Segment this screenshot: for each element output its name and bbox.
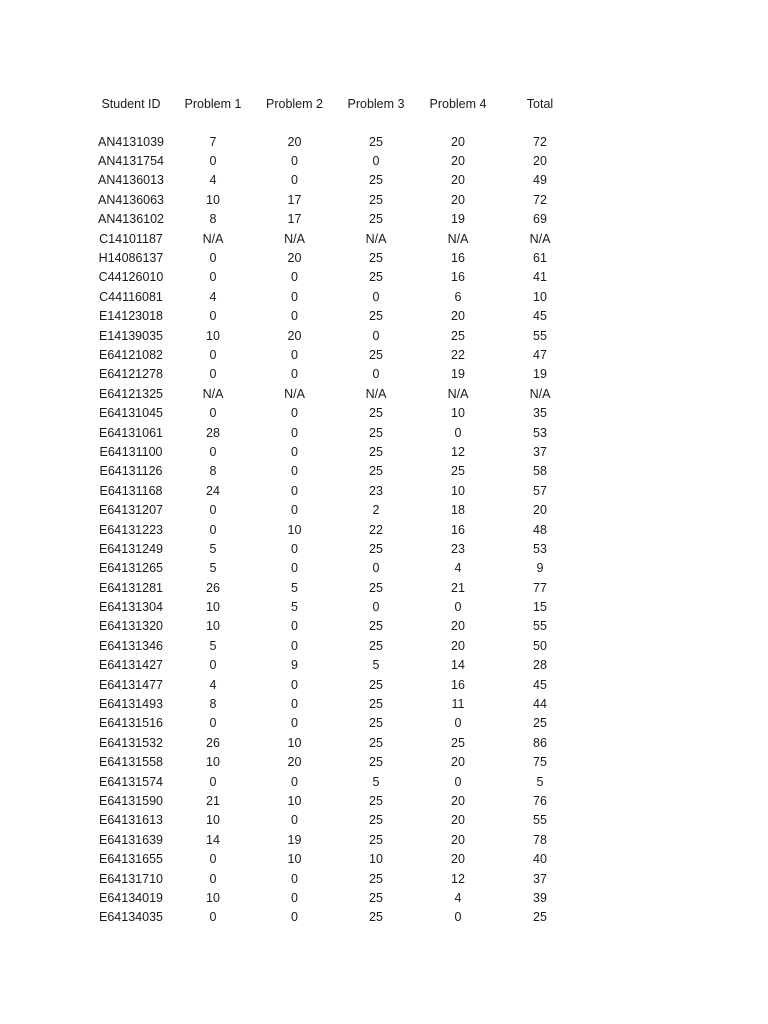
table-row xyxy=(90,384,581,403)
cell-problem-2: 0 xyxy=(291,561,298,576)
cell-student-id: AN4136013 xyxy=(97,173,165,188)
cell-problem-3: 23 xyxy=(369,483,383,498)
table-row xyxy=(90,849,581,868)
cell-problem-4: 14 xyxy=(451,658,465,673)
cell-problem-2: 0 xyxy=(291,309,298,324)
cell-problem-2: 20 xyxy=(287,134,302,149)
cell-student-id: E64131320 xyxy=(99,619,163,634)
header-problem-2: Problem 2 xyxy=(266,97,323,111)
cell-problem-2: 0 xyxy=(291,677,298,692)
table-row xyxy=(90,869,581,888)
cell-problem-4: 19 xyxy=(451,367,465,382)
cell-total: 75 xyxy=(533,755,547,770)
cell-total: 69 xyxy=(533,212,547,227)
cell-problem-4: N/A xyxy=(447,231,469,246)
table-row xyxy=(90,753,581,772)
table-row xyxy=(90,500,581,519)
cell-problem-4: 20 xyxy=(451,619,465,634)
header-problem-3: Problem 3 xyxy=(347,97,405,111)
cell-problem-2: 0 xyxy=(291,871,298,886)
cell-problem-4: 16 xyxy=(451,251,465,266)
cell-problem-4: 4 xyxy=(454,561,462,576)
cell-problem-4: 19 xyxy=(451,212,465,227)
cell-problem-3: 0 xyxy=(372,328,380,343)
cell-total: 45 xyxy=(533,309,547,324)
cell-total: 58 xyxy=(533,464,547,479)
cell-problem-4: 16 xyxy=(451,677,465,692)
cell-problem-1: 0 xyxy=(209,910,217,925)
cell-total: 10 xyxy=(533,289,547,304)
cell-total: 76 xyxy=(533,793,547,808)
cell-student-id: E64131207 xyxy=(99,503,163,518)
cell-problem-4: 23 xyxy=(451,541,465,556)
cell-student-id: E64131045 xyxy=(99,406,163,421)
cell-problem-1: 10 xyxy=(206,755,220,770)
cell-total: 20 xyxy=(533,154,547,169)
cell-problem-3: 25 xyxy=(369,270,383,285)
cell-problem-1: 10 xyxy=(206,328,220,343)
cell-problem-1: 8 xyxy=(209,212,217,227)
cell-problem-3: 25 xyxy=(369,192,383,207)
cell-problem-4: N/A xyxy=(447,386,469,401)
cell-problem-3: 25 xyxy=(369,697,383,712)
cell-student-id: E64131061 xyxy=(99,425,163,440)
cell-student-id: E14123018 xyxy=(99,309,163,324)
table-row xyxy=(90,675,581,694)
cell-total: 49 xyxy=(533,173,547,188)
cell-student-id: E64134019 xyxy=(99,890,163,905)
table-row xyxy=(90,888,581,907)
cell-problem-3: 0 xyxy=(372,561,380,576)
cell-student-id: E64121082 xyxy=(99,347,163,362)
cell-problem-2: 19 xyxy=(287,832,302,847)
cell-problem-2: 0 xyxy=(291,347,298,362)
cell-problem-3: 0 xyxy=(372,367,380,382)
cell-student-id: E64131532 xyxy=(99,735,163,750)
cell-total: 86 xyxy=(533,735,547,750)
cell-problem-4: 16 xyxy=(451,270,465,285)
cell-student-id: E64131168 xyxy=(99,483,163,498)
cell-problem-3: 2 xyxy=(372,503,380,518)
cell-total: 5 xyxy=(536,774,544,789)
spacer-row xyxy=(90,114,581,132)
cell-problem-4: 11 xyxy=(451,697,465,712)
cell-total: 78 xyxy=(533,832,547,847)
cell-problem-3: 25 xyxy=(369,619,383,634)
cell-problem-2: 0 xyxy=(291,910,298,925)
cell-student-id: E14139035 xyxy=(99,328,163,343)
cell-problem-3: 25 xyxy=(369,735,383,750)
cell-total: 47 xyxy=(533,347,547,362)
cell-problem-4: 25 xyxy=(451,464,465,479)
cell-student-id: E64131223 xyxy=(99,522,163,537)
cell-problem-4: 20 xyxy=(451,852,465,867)
table-row xyxy=(90,229,581,248)
cell-problem-2: 5 xyxy=(291,600,298,615)
cell-total: 50 xyxy=(533,638,547,653)
cell-student-id: AN4131754 xyxy=(97,154,165,169)
table-row xyxy=(90,403,581,422)
cell-student-id: E64131493 xyxy=(99,697,163,712)
cell-problem-3: 25 xyxy=(369,871,383,886)
cell-student-id: AN4136102 xyxy=(97,212,165,227)
cell-problem-2: 0 xyxy=(291,541,298,556)
cell-student-id: E64134035 xyxy=(99,910,163,925)
cell-problem-2: 0 xyxy=(291,406,298,421)
cell-problem-1: 0 xyxy=(209,406,217,421)
cell-problem-1: 8 xyxy=(209,697,217,712)
table-body xyxy=(90,114,581,927)
cell-problem-2: 9 xyxy=(291,658,298,673)
cell-problem-1: 0 xyxy=(209,522,217,537)
table-row xyxy=(90,811,581,830)
cell-problem-2: N/A xyxy=(284,231,305,246)
table-row xyxy=(90,326,581,345)
cell-student-id: E64131249 xyxy=(99,541,163,556)
cell-problem-4: 20 xyxy=(451,173,465,188)
cell-problem-1: 10 xyxy=(206,619,220,634)
score-table xyxy=(90,94,581,927)
cell-student-id: AN4136063 xyxy=(97,192,165,207)
cell-problem-3: 25 xyxy=(369,638,383,653)
cell-problem-3: 25 xyxy=(369,309,383,324)
cell-problem-3: 25 xyxy=(369,677,383,692)
cell-problem-1: 5 xyxy=(209,638,217,653)
table-row xyxy=(90,578,581,597)
cell-problem-3: 25 xyxy=(369,251,383,266)
cell-student-id: E64131639 xyxy=(99,832,163,847)
cell-problem-1: 26 xyxy=(206,580,220,595)
cell-problem-3: 25 xyxy=(369,793,383,808)
cell-total: 48 xyxy=(533,522,547,537)
cell-student-id: C44126010 xyxy=(98,270,164,285)
cell-problem-1: N/A xyxy=(202,231,224,246)
cell-problem-2: 10 xyxy=(287,793,302,808)
cell-student-id: E64121278 xyxy=(99,367,163,382)
cell-problem-1: 4 xyxy=(209,173,217,188)
cell-problem-2: 0 xyxy=(291,503,298,518)
cell-problem-1: 4 xyxy=(209,289,217,304)
cell-student-id: E64131590 xyxy=(99,793,163,808)
cell-problem-1: 4 xyxy=(209,677,217,692)
cell-total: 77 xyxy=(533,580,547,595)
cell-problem-1: 10 xyxy=(206,813,220,828)
cell-problem-4: 18 xyxy=(451,503,465,518)
cell-problem-2: 10 xyxy=(287,522,302,537)
cell-total: 28 xyxy=(533,658,547,673)
table-row xyxy=(90,365,581,384)
cell-problem-1: 0 xyxy=(209,154,217,169)
cell-problem-4: 10 xyxy=(451,406,465,421)
cell-student-id: E64131126 xyxy=(99,464,163,479)
cell-problem-3: 0 xyxy=(372,600,380,615)
cell-problem-2: 0 xyxy=(291,154,298,169)
cell-problem-4: 20 xyxy=(451,638,465,653)
cell-problem-2: 0 xyxy=(291,289,298,304)
cell-problem-3: 10 xyxy=(369,852,383,867)
cell-problem-4: 21 xyxy=(451,580,465,595)
cell-problem-1: 7 xyxy=(209,134,217,149)
cell-problem-1: 10 xyxy=(206,600,220,615)
header-student-id: Student ID xyxy=(101,97,161,111)
cell-student-id: E64131346 xyxy=(99,638,163,653)
cell-student-id: E64131427 xyxy=(99,658,163,673)
cell-problem-1: N/A xyxy=(202,386,224,401)
header-problem-1: Problem 1 xyxy=(184,97,242,111)
cell-problem-1: 0 xyxy=(209,270,217,285)
cell-problem-1: 14 xyxy=(206,832,220,847)
table-row xyxy=(90,132,581,151)
cell-problem-3: 25 xyxy=(369,541,383,556)
cell-problem-1: 5 xyxy=(209,541,217,556)
cell-problem-3: 5 xyxy=(372,774,380,789)
cell-problem-2: 0 xyxy=(291,697,298,712)
cell-problem-3: 25 xyxy=(369,464,383,479)
cell-problem-1: 0 xyxy=(209,503,217,518)
cell-problem-1: 8 xyxy=(209,464,217,479)
cell-student-id: E64131477 xyxy=(99,677,163,692)
score-sheet xyxy=(90,94,581,927)
cell-problem-1: 0 xyxy=(209,871,217,886)
cell-problem-4: 20 xyxy=(451,793,465,808)
cell-total: 41 xyxy=(533,270,547,285)
cell-problem-2: 0 xyxy=(291,716,298,731)
cell-problem-3: 25 xyxy=(369,406,383,421)
cell-problem-1: 0 xyxy=(209,658,217,673)
table-row xyxy=(90,248,581,267)
cell-total: 55 xyxy=(533,328,547,343)
table-row xyxy=(90,830,581,849)
table-row xyxy=(90,307,581,326)
cell-problem-3: 0 xyxy=(372,154,380,169)
cell-problem-3: 25 xyxy=(369,134,383,149)
table-row xyxy=(90,462,581,481)
table-row xyxy=(90,791,581,810)
cell-total: 19 xyxy=(533,367,547,382)
cell-total: 37 xyxy=(533,871,547,886)
cell-total: 25 xyxy=(533,910,547,925)
cell-problem-1: 0 xyxy=(209,774,217,789)
cell-problem-3: 25 xyxy=(369,832,383,847)
table-row xyxy=(90,714,581,733)
cell-student-id: H14086137 xyxy=(98,251,164,266)
cell-problem-1: 28 xyxy=(206,425,220,440)
cell-problem-1: 0 xyxy=(209,716,217,731)
cell-problem-4: 10 xyxy=(451,483,465,498)
table-row xyxy=(90,442,581,461)
cell-problem-1: 0 xyxy=(209,444,217,459)
table-row xyxy=(90,210,581,229)
cell-problem-4: 20 xyxy=(451,134,465,149)
cell-problem-4: 20 xyxy=(451,192,465,207)
cell-problem-4: 12 xyxy=(451,871,465,886)
cell-problem-3: 25 xyxy=(369,813,383,828)
header-problem-4: Problem 4 xyxy=(429,97,487,111)
cell-problem-3: 0 xyxy=(372,289,380,304)
table-row xyxy=(90,481,581,500)
table-row xyxy=(90,908,581,927)
cell-problem-2: 0 xyxy=(291,619,298,634)
cell-total: 72 xyxy=(533,192,547,207)
header-total: Total xyxy=(526,97,554,111)
cell-problem-1: 0 xyxy=(209,251,217,266)
table-row xyxy=(90,617,581,636)
cell-problem-2: 5 xyxy=(291,580,298,595)
cell-problem-1: 10 xyxy=(206,890,220,905)
cell-problem-4: 6 xyxy=(454,289,462,304)
cell-problem-3: 25 xyxy=(369,755,383,770)
cell-problem-4: 20 xyxy=(451,813,465,828)
table-row xyxy=(90,733,581,752)
cell-problem-2: 0 xyxy=(291,425,298,440)
cell-problem-2: 20 xyxy=(287,328,302,343)
cell-problem-4: 0 xyxy=(454,425,462,440)
header-row xyxy=(90,94,581,114)
cell-problem-3: 25 xyxy=(369,910,383,925)
cell-problem-2: 0 xyxy=(291,813,298,828)
cell-total: 53 xyxy=(533,425,547,440)
cell-problem-3: 25 xyxy=(369,425,383,440)
cell-problem-3: 25 xyxy=(369,716,383,731)
cell-problem-1: 0 xyxy=(209,347,217,362)
cell-problem-1: 0 xyxy=(209,367,217,382)
cell-problem-1: 5 xyxy=(209,561,217,576)
cell-problem-3: 25 xyxy=(369,444,383,459)
table-row xyxy=(90,345,581,364)
table-row xyxy=(90,559,581,578)
cell-problem-1: 26 xyxy=(206,735,220,750)
cell-problem-4: 20 xyxy=(451,755,465,770)
table-row xyxy=(90,423,581,442)
cell-total: 15 xyxy=(533,600,547,615)
cell-student-id: E64131558 xyxy=(99,755,163,770)
cell-problem-4: 25 xyxy=(451,328,465,343)
cell-problem-2: N/A xyxy=(284,386,305,401)
cell-total: 72 xyxy=(533,134,547,149)
cell-problem-4: 16 xyxy=(451,522,465,537)
cell-total: 35 xyxy=(533,406,547,421)
cell-total: 25 xyxy=(533,716,547,731)
cell-problem-3: 25 xyxy=(369,890,383,905)
table-row xyxy=(90,539,581,558)
cell-student-id: E64131265 xyxy=(99,561,163,576)
cell-problem-2: 0 xyxy=(291,464,298,479)
cell-problem-3: N/A xyxy=(365,386,387,401)
cell-total: N/A xyxy=(529,386,551,401)
cell-problem-1: 10 xyxy=(206,192,220,207)
cell-total: 53 xyxy=(533,541,547,556)
cell-problem-2: 17 xyxy=(287,192,302,207)
cell-student-id: E64131710 xyxy=(99,871,163,886)
cell-total: 9 xyxy=(536,561,544,576)
cell-total: 37 xyxy=(533,444,547,459)
cell-student-id: C44116081 xyxy=(99,289,163,304)
table-row xyxy=(90,268,581,287)
cell-problem-2: 0 xyxy=(291,638,298,653)
cell-total: 39 xyxy=(533,890,547,905)
cell-problem-3: 25 xyxy=(369,347,383,362)
cell-problem-2: 20 xyxy=(287,755,302,770)
cell-problem-4: 0 xyxy=(454,910,462,925)
cell-total: 40 xyxy=(533,852,547,867)
cell-problem-3: 22 xyxy=(369,522,383,537)
table-row xyxy=(90,287,581,306)
cell-problem-2: 10 xyxy=(287,852,302,867)
table-row xyxy=(90,151,581,170)
cell-problem-2: 20 xyxy=(287,251,302,266)
table-row xyxy=(90,190,581,209)
table-row xyxy=(90,772,581,791)
cell-problem-2: 17 xyxy=(287,212,302,227)
table-row xyxy=(90,597,581,616)
cell-student-id: E64131100 xyxy=(99,444,163,459)
cell-problem-4: 0 xyxy=(454,716,462,731)
table-row xyxy=(90,636,581,655)
cell-total: 55 xyxy=(533,813,547,828)
cell-problem-4: 20 xyxy=(451,154,465,169)
cell-student-id: C14101187 xyxy=(99,231,163,246)
cell-student-id: E64131613 xyxy=(99,813,163,828)
cell-problem-2: 0 xyxy=(291,483,298,498)
cell-total: 55 xyxy=(533,619,547,634)
cell-problem-4: 22 xyxy=(451,347,465,362)
cell-problem-4: 12 xyxy=(451,444,465,459)
cell-student-id: E64131516 xyxy=(99,716,163,731)
cell-problem-4: 20 xyxy=(451,832,465,847)
cell-problem-1: 24 xyxy=(206,483,220,498)
cell-total: 20 xyxy=(533,503,547,518)
cell-problem-2: 10 xyxy=(287,735,302,750)
table-row xyxy=(90,520,581,539)
cell-problem-4: 0 xyxy=(454,600,462,615)
cell-problem-2: 0 xyxy=(291,774,298,789)
cell-problem-4: 0 xyxy=(454,774,462,789)
cell-problem-3: 5 xyxy=(372,658,380,673)
cell-student-id: E64131304 xyxy=(99,600,163,615)
table-row xyxy=(90,694,581,713)
cell-problem-2: 0 xyxy=(291,270,298,285)
cell-total: 45 xyxy=(533,677,547,692)
cell-problem-4: 20 xyxy=(451,309,465,324)
table-row xyxy=(90,171,581,190)
cell-student-id: E64131281 xyxy=(99,580,163,595)
cell-total: 44 xyxy=(533,697,547,712)
cell-problem-2: 0 xyxy=(291,367,298,382)
cell-problem-4: 4 xyxy=(454,890,462,905)
cell-problem-1: 0 xyxy=(209,852,217,867)
cell-problem-2: 0 xyxy=(291,173,298,188)
cell-problem-3: 25 xyxy=(369,173,383,188)
cell-problem-2: 0 xyxy=(291,444,298,459)
cell-total: N/A xyxy=(529,231,551,246)
cell-student-id: E64121325 xyxy=(99,386,163,401)
cell-student-id: E64131574 xyxy=(99,774,163,789)
cell-problem-3: 25 xyxy=(369,212,383,227)
cell-student-id: AN4131039 xyxy=(97,134,165,149)
cell-problem-4: 25 xyxy=(451,735,465,750)
cell-problem-1: 0 xyxy=(209,309,217,324)
cell-problem-2: 0 xyxy=(291,890,298,905)
cell-problem-1: 21 xyxy=(206,793,220,808)
table-row xyxy=(90,656,581,675)
cell-total: 57 xyxy=(533,483,547,498)
cell-total: 61 xyxy=(533,251,547,266)
cell-problem-3: N/A xyxy=(365,231,387,246)
cell-student-id: E64131655 xyxy=(99,852,163,867)
cell-problem-3: 25 xyxy=(369,580,383,595)
